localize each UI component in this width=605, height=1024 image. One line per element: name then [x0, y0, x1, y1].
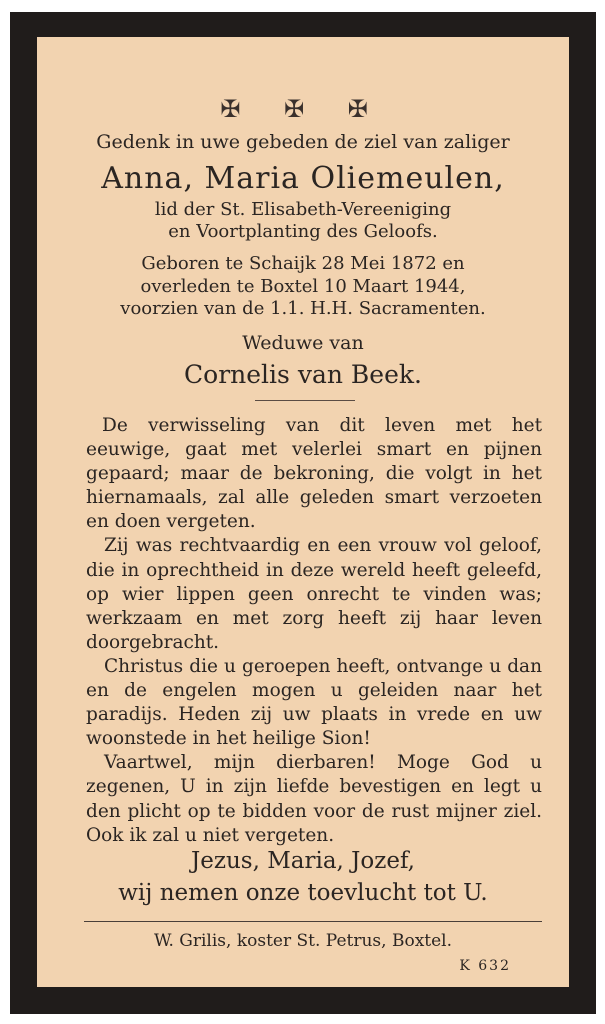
closing-line: wij nemen onze toevlucht tot U.	[118, 880, 488, 906]
membership-line: lid der St. Elisabeth-Vereeniging	[154, 199, 452, 220]
membership-line: en Voortplanting des Geloofs.	[168, 221, 438, 242]
closing-line: Jezus, Maria, Jozef,	[191, 848, 415, 874]
paragraph: Vaartwel, mijn dierbaren! Moge God u zegenen, U in zijn liefde bevestigen en legt u den plicht op te bidden voor de rust mijner ziel. Ook ik zal u niet vergeten.	[86, 752, 542, 846]
life-line: voorzien van de 1.1. H.H. Sacramenten.	[120, 298, 486, 319]
deceased-name: Anna, Maria Oliemeulen,	[101, 161, 505, 196]
crosses-icon: ✠ ✠ ✠	[220, 95, 386, 123]
memorial-card	[10, 12, 596, 1014]
life-line: Geboren te Schaijk 28 Mei 1872 en	[141, 253, 465, 274]
paragraph: Christus die u geroepen heeft, ontvange u dan en de engelen mogen u geleiden naar het paradijs. Heden zij uw plaats in vrede en uw woonstede in het heilige Sion!	[86, 655, 542, 750]
heading: Gedenk in uwe gebeden de ziel van zaliger	[96, 131, 510, 153]
rule	[84, 921, 542, 922]
spouse-name: Cornelis van Beek.	[184, 360, 422, 389]
body-text	[86, 414, 542, 848]
card-paper	[37, 37, 569, 987]
paragraph: Zij was rechtvaardig en een vrouw vol geloof, die in oprechtheid in deze wereld heeft geleefd, op wier lippen geen onrecht te vinden was; werkzaam en met zorg heeft zij haar leven doorgebracht.	[86, 535, 542, 653]
divider	[255, 400, 355, 401]
printer-line: W. Grilis, koster St. Petrus, Boxtel.	[153, 931, 453, 951]
card-code: K 632	[459, 958, 511, 974]
life-line: overleden te Boxtel 10 Maart 1944,	[140, 276, 466, 297]
widow-label: Weduwe van	[242, 332, 364, 354]
paragraph: De verwisseling van dit leven met het eeuwige, gaat met velerlei smart en pijnen gepaard; maar de bekroning, die volgt in het hiernamaals, zal alle geleden smart verzoeten en doen vergeten.	[86, 415, 542, 533]
